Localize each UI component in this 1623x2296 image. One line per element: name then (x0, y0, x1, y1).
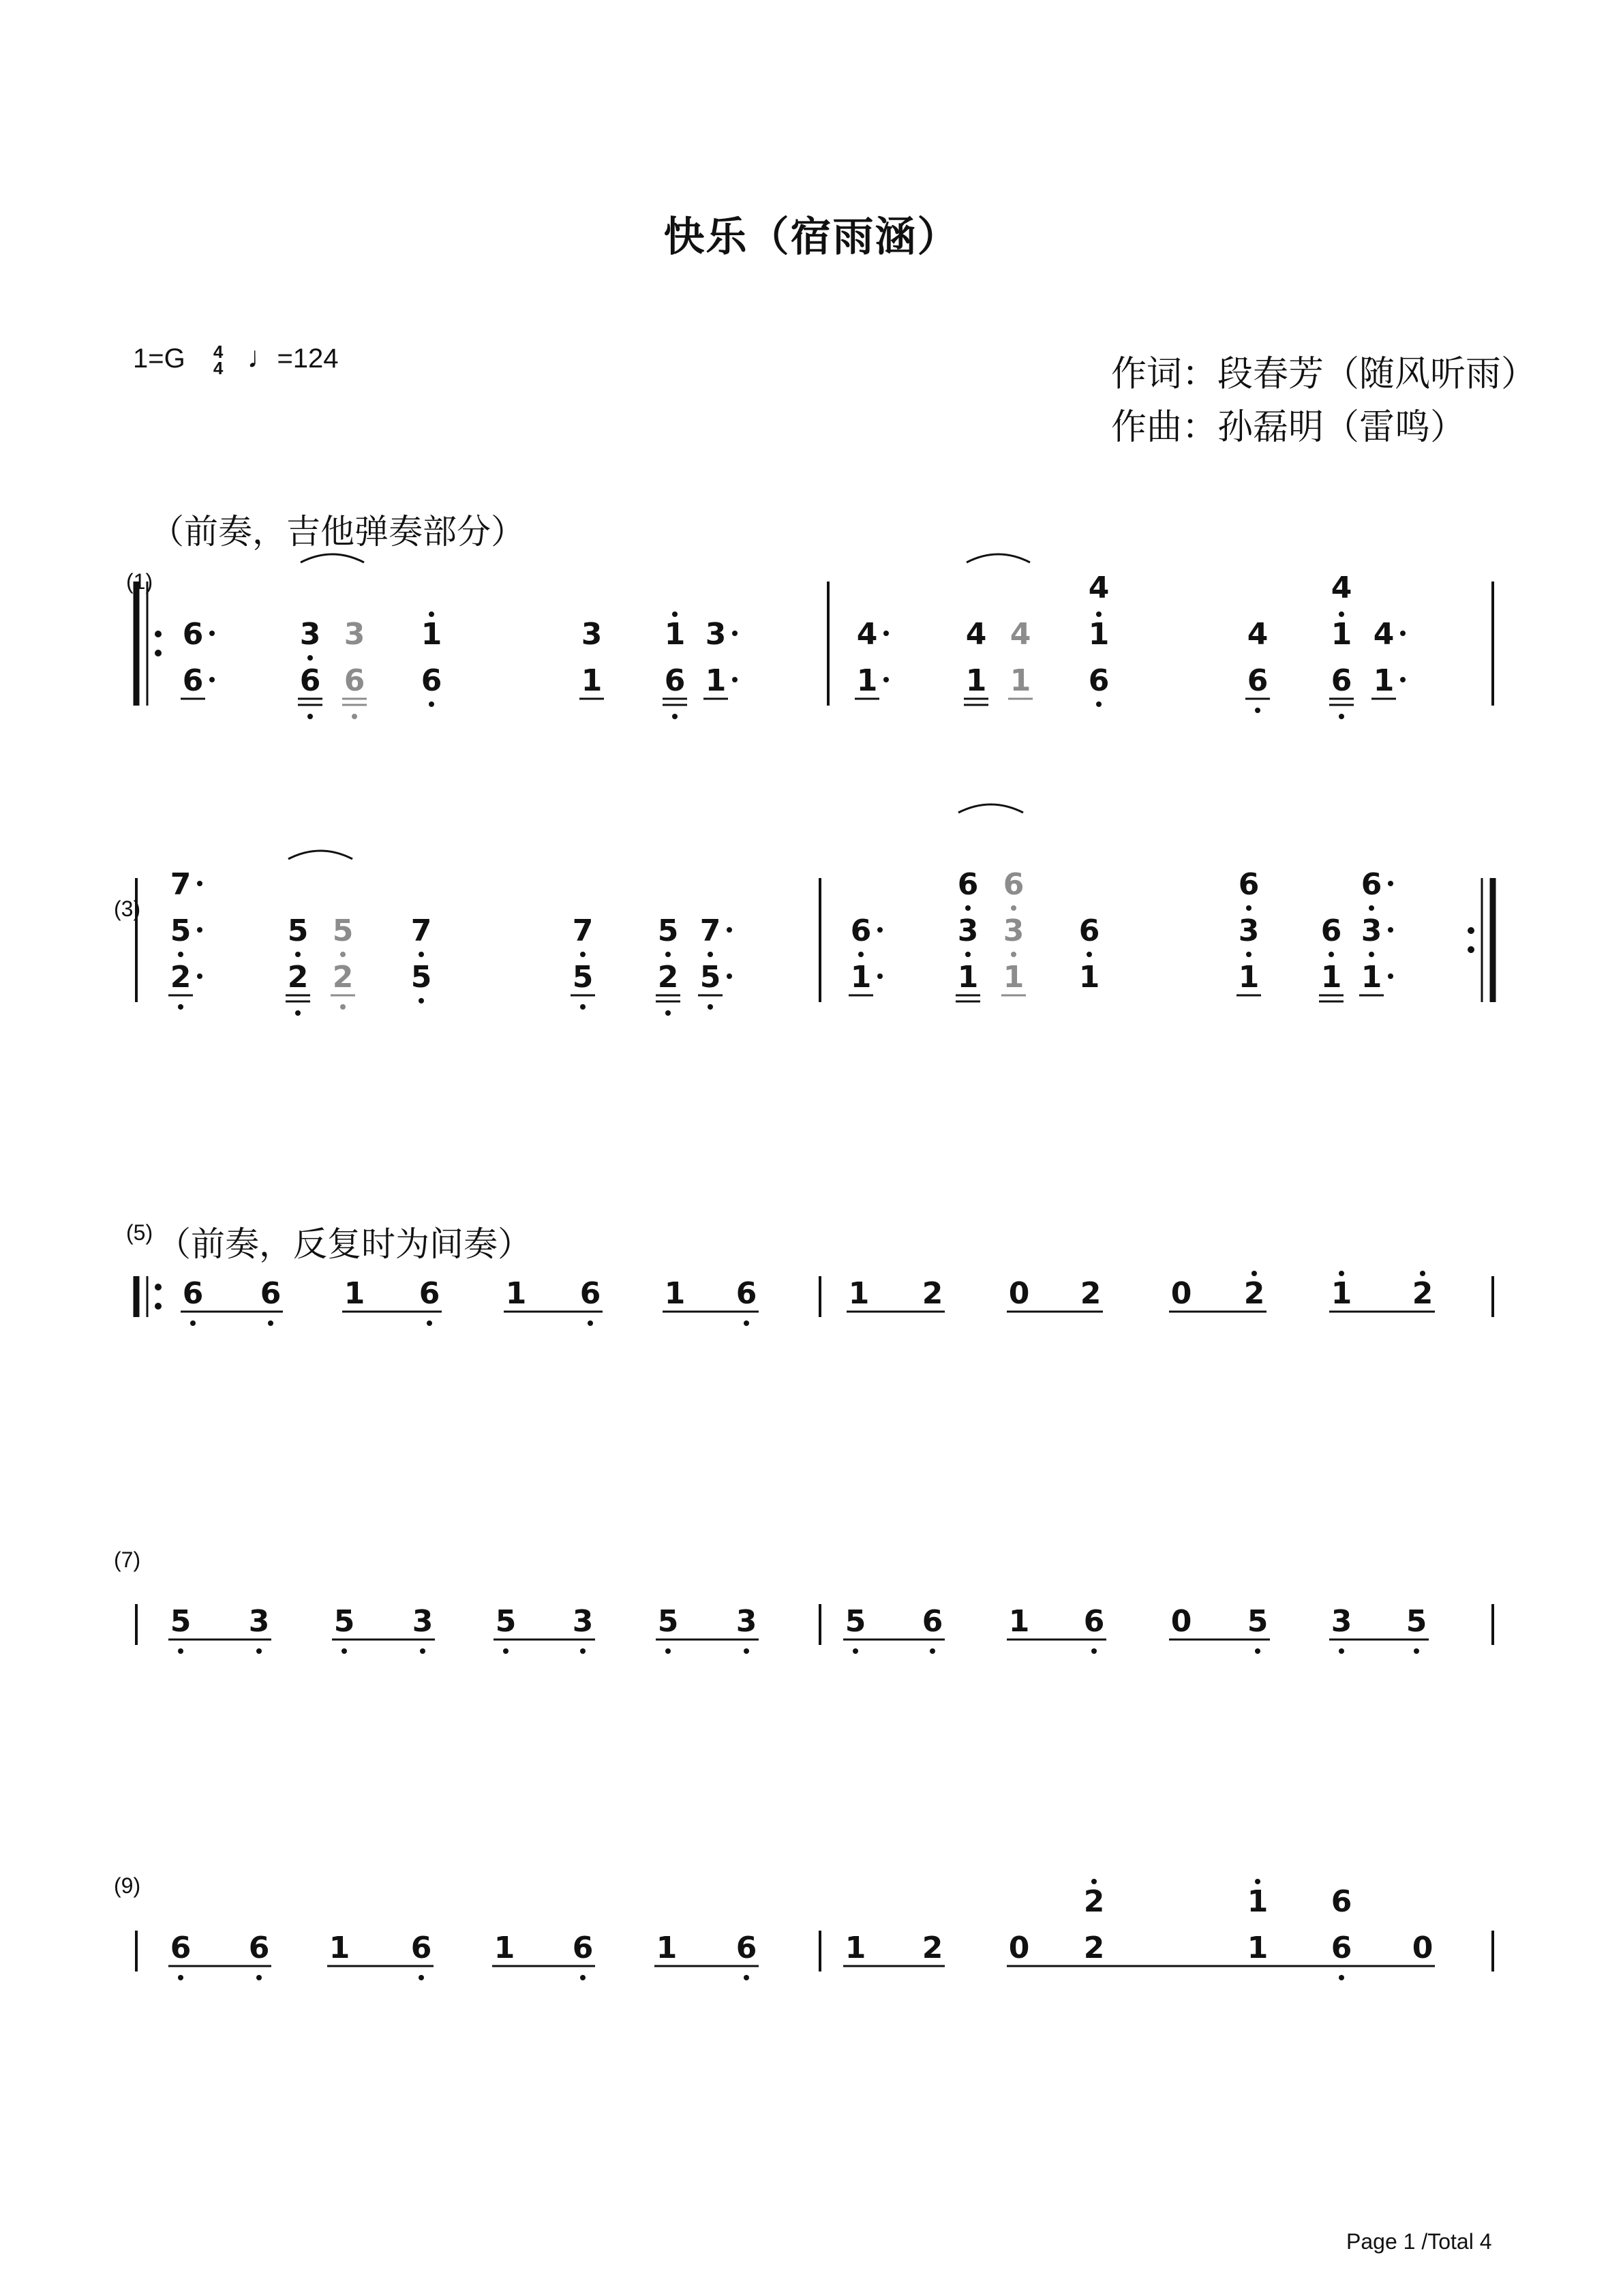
note-3: 3 (1003, 913, 1025, 948)
note-1: 1 (1331, 617, 1352, 652)
octave-dot-low (178, 1648, 183, 1654)
note-5: 5 (170, 913, 192, 948)
note-1: 1 (329, 1931, 350, 1965)
note-6: 6 (1320, 913, 1342, 948)
octave-dot-high (1252, 1271, 1257, 1276)
octave-dot-low (427, 1320, 432, 1326)
page-title: 快乐（宿雨涵） (663, 213, 960, 261)
note-6: 6 (735, 1276, 757, 1311)
octave-dot-low (1011, 952, 1016, 957)
note-2: 2 (1243, 1276, 1265, 1311)
note-6: 6 (1331, 1931, 1352, 1965)
octave-dot-low (965, 905, 971, 911)
octave-dot-low (1339, 1648, 1344, 1654)
note-6: 6 (572, 1931, 594, 1965)
octave-dot-low (580, 1975, 586, 1980)
note-1: 1 (1373, 663, 1395, 698)
note-6: 6 (664, 663, 686, 698)
note-1: 1 (1010, 663, 1031, 698)
octave-dot-low (307, 655, 313, 661)
augmentation-dot (883, 677, 889, 682)
octave-dot-low (342, 1648, 347, 1654)
octave-dot-low (1011, 905, 1016, 911)
repeat-dot (155, 1303, 162, 1310)
octave-dot-low (419, 1975, 424, 1980)
note-2: 2 (287, 960, 309, 995)
note-4: 4 (856, 617, 878, 652)
note-7: 7 (410, 913, 432, 948)
octave-dot-low (1246, 952, 1252, 957)
augmentation-dot (1400, 631, 1406, 636)
octave-dot-low (1246, 905, 1252, 911)
augmentation-dot (197, 927, 202, 933)
note-5: 5 (332, 913, 354, 948)
octave-dot-low (1255, 1648, 1260, 1654)
note-5: 5 (495, 1604, 517, 1639)
octave-dot-low (708, 1004, 713, 1010)
note-5: 5 (1247, 1604, 1269, 1639)
octave-dot-low (744, 1975, 749, 1980)
note-1: 1 (957, 960, 979, 995)
tie-arc (288, 851, 352, 859)
measure-number: (5) (126, 1220, 153, 1245)
augmentation-dot (877, 927, 883, 933)
octave-dot-high (1339, 611, 1344, 617)
octave-dot-low (178, 1004, 183, 1010)
note-6: 6 (1331, 1884, 1352, 1919)
tie-arc (958, 804, 1023, 813)
note-1: 1 (421, 617, 442, 652)
note-2: 2 (1080, 1276, 1102, 1311)
octave-dot-low (1369, 905, 1374, 911)
augmentation-dot (197, 881, 202, 886)
quarter-note-icon: ♩ (247, 341, 277, 374)
octave-dot-low (352, 714, 357, 719)
note-5: 5 (845, 1604, 866, 1639)
tempo-value: =124 (277, 344, 339, 374)
octave-dot-low (190, 1320, 196, 1326)
octave-dot-low (295, 952, 301, 957)
measure-number: (3) (114, 896, 141, 921)
note-1: 1 (581, 663, 603, 698)
octave-dot-high (1091, 1879, 1097, 1884)
octave-dot-low (178, 1975, 183, 1980)
note-2: 2 (1083, 1884, 1105, 1919)
note-5: 5 (657, 1604, 679, 1639)
note-6: 6 (410, 1931, 432, 1965)
note-3: 3 (412, 1604, 434, 1639)
octave-dot-low (708, 952, 713, 957)
note-6: 6 (957, 867, 979, 902)
note-2: 2 (332, 960, 354, 995)
note-6: 6 (260, 1276, 282, 1311)
composer-credit: 作曲：孙磊明（雷鸣） (1111, 407, 1466, 448)
note-3: 3 (248, 1604, 270, 1639)
note-6: 6 (579, 1276, 601, 1311)
octave-dot-low (503, 1648, 509, 1654)
octave-dot-low (672, 714, 678, 719)
repeat-dot (1468, 927, 1474, 934)
note-3: 3 (572, 1604, 594, 1639)
octave-dot-low (580, 1648, 586, 1654)
note-3: 3 (299, 617, 321, 652)
octave-dot-low (665, 952, 671, 957)
octave-dot-low (1339, 714, 1344, 719)
section-label-prelude: （前奏，吉他弹奏部分） (150, 512, 525, 552)
octave-dot-low (340, 952, 346, 957)
note-5: 5 (699, 960, 721, 995)
octave-dot-low (665, 1010, 671, 1016)
note-4: 4 (1010, 617, 1031, 652)
key-signature: 1=G (133, 344, 185, 374)
note-1: 1 (1003, 960, 1025, 995)
note-6: 6 (182, 663, 204, 698)
note-4: 4 (1247, 617, 1269, 652)
octave-dot-low (178, 952, 183, 957)
note-5: 5 (1406, 1604, 1427, 1639)
note-1: 1 (1361, 960, 1382, 995)
augmentation-dot (883, 631, 889, 636)
octave-dot-low (1091, 1648, 1097, 1654)
note-6: 6 (421, 663, 442, 698)
octave-dot-low (1329, 952, 1334, 957)
note-0: 0 (1008, 1276, 1030, 1311)
note-4: 4 (965, 617, 987, 652)
note-6: 6 (182, 1276, 204, 1311)
note-1: 1 (850, 960, 872, 995)
note-6: 6 (922, 1604, 943, 1639)
note-4: 4 (1088, 571, 1110, 605)
octave-dot-low (965, 952, 971, 957)
octave-dot-low (256, 1648, 262, 1654)
octave-dot-high (1339, 1271, 1344, 1276)
note-6: 6 (182, 617, 204, 652)
augmentation-dot (727, 973, 732, 979)
note-5: 5 (287, 913, 309, 948)
octave-dot-low (1255, 708, 1260, 713)
note-1: 1 (845, 1931, 866, 1965)
note-0: 0 (1170, 1276, 1192, 1311)
augmentation-dot (1388, 927, 1393, 933)
octave-dot-low (665, 1648, 671, 1654)
note-1: 1 (664, 617, 686, 652)
note-7: 7 (699, 913, 721, 948)
augmentation-dot (732, 677, 738, 682)
octave-dot-low (1369, 952, 1374, 957)
note-2: 2 (657, 960, 679, 995)
octave-dot-low (419, 998, 424, 1003)
octave-dot-low (580, 952, 586, 957)
note-2: 2 (170, 960, 192, 995)
note-6: 6 (850, 913, 872, 948)
note-1: 1 (1008, 1604, 1030, 1639)
measure-number: (7) (114, 1547, 141, 1572)
augmentation-dot (732, 631, 738, 636)
tie-arc (301, 554, 364, 562)
note-5: 5 (333, 1604, 355, 1639)
note-6: 6 (419, 1276, 440, 1311)
note-1: 1 (1078, 960, 1100, 995)
augmentation-dot (197, 973, 202, 979)
note-1: 1 (1238, 960, 1260, 995)
measure-number: (9) (114, 1873, 141, 1898)
note-1: 1 (1320, 960, 1342, 995)
note-1: 1 (494, 1931, 515, 1965)
octave-dot-low (1414, 1648, 1419, 1654)
tie-arc (967, 554, 1030, 562)
augmentation-dot (1388, 973, 1393, 979)
note-7: 7 (170, 867, 192, 902)
augmentation-dot (209, 677, 215, 682)
note-6: 6 (248, 1931, 270, 1965)
note-3: 3 (1331, 1604, 1352, 1639)
augmentation-dot (1400, 677, 1406, 682)
note-6: 6 (1078, 913, 1100, 948)
note-0: 0 (1412, 1931, 1434, 1965)
octave-dot-high (1420, 1271, 1425, 1276)
note-1: 1 (856, 663, 878, 698)
time-signature-bottom: 4 (213, 358, 224, 379)
octave-dot-high (672, 611, 678, 617)
octave-dot-low (1087, 952, 1092, 957)
octave-dot-low (588, 1320, 593, 1326)
octave-dot-low (580, 1004, 586, 1010)
note-5: 5 (657, 913, 679, 948)
octave-dot-low (419, 952, 424, 957)
octave-dot-low (1096, 701, 1102, 707)
octave-dot-low (295, 1010, 301, 1016)
note-1: 1 (664, 1276, 686, 1311)
octave-dot-low (268, 1320, 273, 1326)
note-6: 6 (344, 663, 365, 698)
octave-dot-low (1339, 1975, 1344, 1980)
note-6: 6 (299, 663, 321, 698)
note-4: 4 (1331, 571, 1352, 605)
octave-dot-low (744, 1320, 749, 1326)
note-6: 6 (1003, 867, 1025, 902)
augmentation-dot (877, 973, 883, 979)
octave-dot-high (429, 611, 434, 617)
note-1: 1 (705, 663, 727, 698)
note-3: 3 (1361, 913, 1382, 948)
octave-dot-low (858, 952, 864, 957)
note-6: 6 (1361, 867, 1382, 902)
note-6: 6 (1238, 867, 1260, 902)
augmentation-dot (1388, 881, 1393, 886)
repeat-dot (155, 631, 162, 637)
octave-dot-high (1096, 611, 1102, 617)
octave-dot-low (930, 1648, 935, 1654)
note-3: 3 (735, 1604, 757, 1639)
octave-dot-low (256, 1975, 262, 1980)
repeat-dot (155, 1284, 162, 1290)
note-6: 6 (170, 1931, 192, 1965)
note-0: 0 (1170, 1604, 1192, 1639)
note-2: 2 (1412, 1276, 1434, 1311)
note-3: 3 (581, 617, 603, 652)
note-1: 1 (1247, 1931, 1269, 1965)
note-6: 6 (735, 1931, 757, 1965)
note-1: 1 (656, 1931, 678, 1965)
repeat-dot (155, 650, 162, 656)
note-1: 1 (1088, 617, 1110, 652)
note-6: 6 (1088, 663, 1110, 698)
note-3: 3 (1238, 913, 1260, 948)
note-1: 1 (965, 663, 987, 698)
lyricist-credit: 作词：段春芳（随风听雨） (1111, 354, 1537, 395)
note-5: 5 (572, 960, 594, 995)
note-1: 1 (848, 1276, 870, 1311)
octave-dot-low (340, 1004, 346, 1010)
note-3: 3 (705, 617, 727, 652)
note-7: 7 (572, 913, 594, 948)
page-footer: Page 1 /Total 4 (1346, 2229, 1492, 2254)
note-1: 1 (505, 1276, 527, 1311)
note-2: 2 (1083, 1931, 1105, 1965)
octave-dot-high (1255, 1879, 1260, 1884)
note-3: 3 (344, 617, 365, 652)
augmentation-dot (209, 631, 215, 636)
note-6: 6 (1331, 663, 1352, 698)
note-6: 6 (1083, 1604, 1105, 1639)
octave-dot-low (744, 1648, 749, 1654)
note-2: 2 (922, 1931, 943, 1965)
note-6: 6 (1247, 663, 1269, 698)
octave-dot-low (307, 714, 313, 719)
note-1: 1 (1247, 1884, 1269, 1919)
note-5: 5 (170, 1604, 192, 1639)
augmentation-dot (727, 927, 732, 933)
measure-number: (1) (126, 569, 153, 594)
note-4: 4 (1373, 617, 1395, 652)
time-signature-top: 4 (213, 342, 224, 363)
note-1: 1 (1331, 1276, 1352, 1311)
note-5: 5 (410, 960, 432, 995)
note-2: 2 (922, 1276, 943, 1311)
note-3: 3 (957, 913, 979, 948)
octave-dot-low (853, 1648, 858, 1654)
repeat-dot (1468, 946, 1474, 953)
note-1: 1 (344, 1276, 365, 1311)
section-label-interlude: （前奏，反复时为间奏） (157, 1224, 532, 1264)
octave-dot-low (420, 1648, 425, 1654)
note-0: 0 (1008, 1931, 1030, 1965)
octave-dot-low (429, 701, 434, 707)
